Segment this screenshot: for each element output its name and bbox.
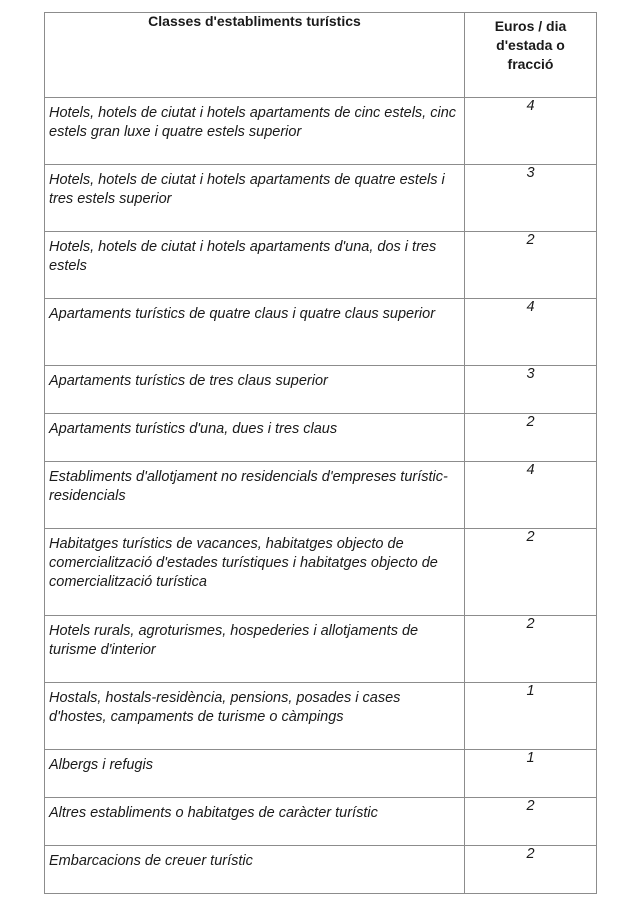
- table-row: [45, 798, 597, 846]
- euros-cell: 1: [465, 750, 597, 798]
- table-row: [45, 165, 597, 232]
- establishment-class-cell: Apartaments turístics d'una, dues i tres claus: [45, 414, 465, 462]
- table-row: [45, 616, 597, 683]
- header-euros-per-day: Euros / dia d'estada o fracció: [465, 13, 597, 98]
- table-row: [45, 98, 597, 165]
- euros-cell: 2: [465, 846, 597, 894]
- establishment-class-cell: Embarcacions de creuer turístic: [45, 846, 465, 894]
- euros-cell: 1: [465, 683, 597, 750]
- table-row: [45, 529, 597, 616]
- table-row: [45, 683, 597, 750]
- euros-cell: 2: [465, 414, 597, 462]
- euros-cell: 2: [465, 798, 597, 846]
- table-row: [45, 366, 597, 414]
- euros-cell: 2: [465, 616, 597, 683]
- table-row: [45, 299, 597, 366]
- establishment-class-cell: Hotels, hotels de ciutat i hotels apartaments d'una, dos i tres estels: [45, 232, 465, 299]
- euros-cell: 4: [465, 98, 597, 165]
- euros-cell: 3: [465, 366, 597, 414]
- euros-cell: 3: [465, 165, 597, 232]
- table-row: [45, 462, 597, 529]
- establishment-class-cell: Habitatges turístics de vacances, habitatges objecto de comercialització d'estades turístiques i habitatges objecto de comercialització turística: [45, 529, 465, 616]
- table-header-row: [45, 13, 597, 98]
- header-establishment-class: Classes d'establiments turístics: [45, 13, 465, 98]
- table-row: [45, 232, 597, 299]
- table-row: [45, 414, 597, 462]
- establishment-class-cell: Hotels, hotels de ciutat i hotels apartaments de quatre estels i tres estels superior: [45, 165, 465, 232]
- establishment-class-cell: Apartaments turístics de tres claus superior: [45, 366, 465, 414]
- tourist-tax-table: [44, 12, 597, 894]
- establishment-class-cell: Hotels rurals, agroturismes, hospederies i allotjaments de turisme d'interior: [45, 616, 465, 683]
- establishment-class-cell: Altres establiments o habitatges de caràcter turístic: [45, 798, 465, 846]
- euros-cell: 4: [465, 299, 597, 366]
- establishment-class-cell: Hotels, hotels de ciutat i hotels apartaments de cinc estels, cinc estels gran luxe i quatre estels superior: [45, 98, 465, 165]
- establishment-class-cell: Albergs i refugis: [45, 750, 465, 798]
- euros-cell: 4: [465, 462, 597, 529]
- establishment-class-cell: Establiments d'allotjament no residencials d'empreses turístic-residencials: [45, 462, 465, 529]
- table-row: [45, 846, 597, 894]
- table-row: [45, 750, 597, 798]
- euros-cell: 2: [465, 529, 597, 616]
- euros-cell: 2: [465, 232, 597, 299]
- establishment-class-cell: Apartaments turístics de quatre claus i quatre claus superior: [45, 299, 465, 366]
- establishment-class-cell: Hostals, hostals-residència, pensions, posades i cases d'hostes, campaments de turisme o càmpings: [45, 683, 465, 750]
